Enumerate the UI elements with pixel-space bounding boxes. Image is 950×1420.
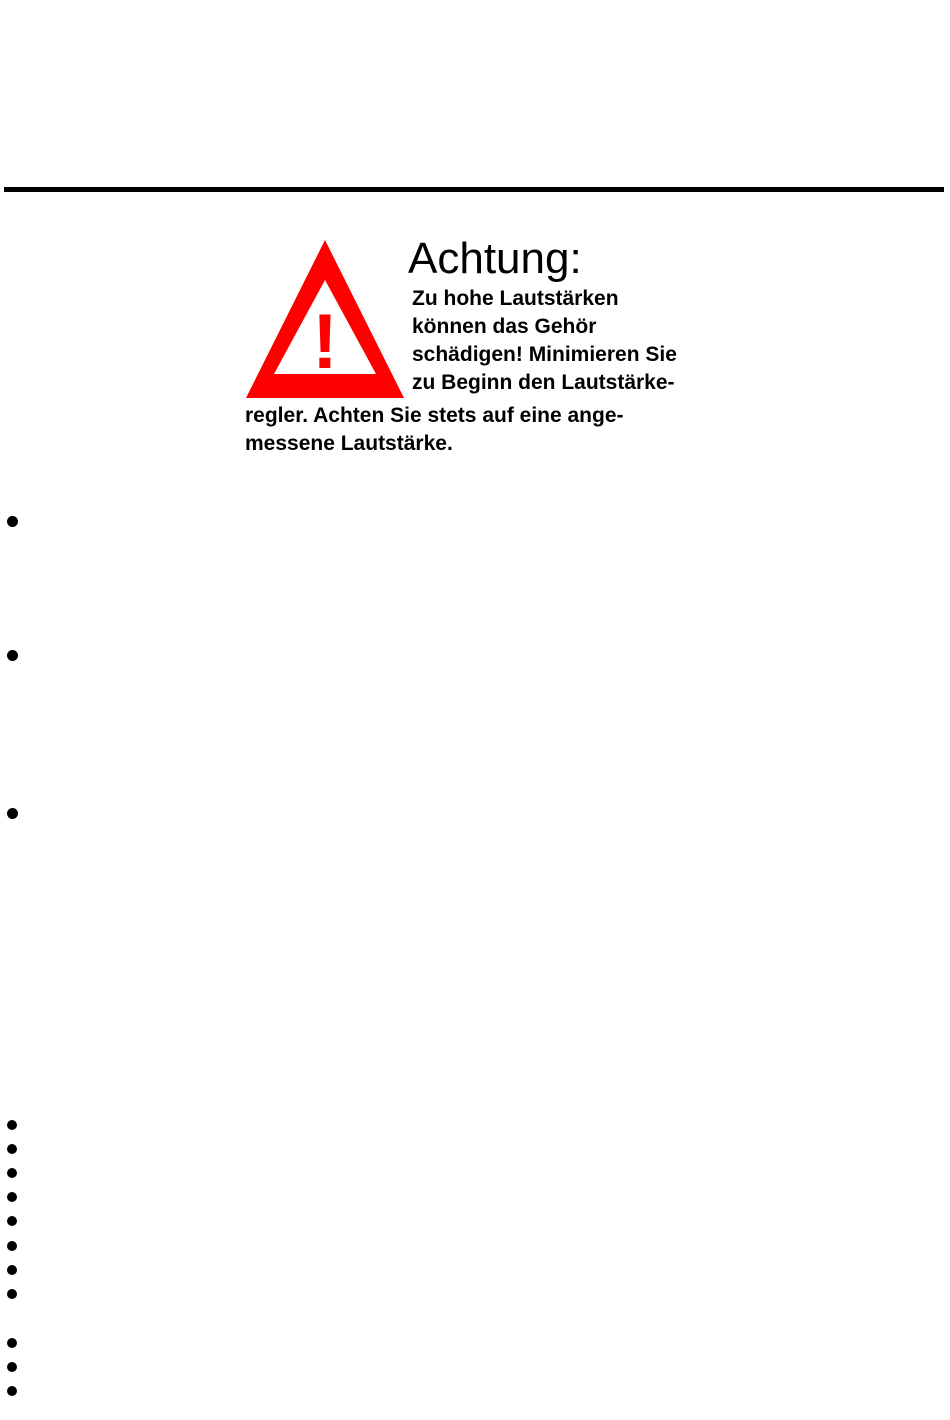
bullet-point: [7, 1289, 17, 1299]
warning-title: Achtung:: [408, 234, 582, 283]
bullet-point: [7, 1192, 17, 1202]
bullet-point: [7, 1168, 17, 1178]
bullet-point: [7, 808, 18, 819]
bullet-point: [7, 1362, 17, 1372]
bullet-point: [7, 1120, 17, 1130]
horizontal-rule: [4, 187, 944, 192]
warning-text-line: können das Gehör: [412, 315, 597, 338]
warning-text-line: Zu hohe Lautstärken: [412, 287, 619, 310]
bullet-point: [7, 1144, 17, 1154]
bullet-point: [7, 516, 18, 527]
bullet-point: [7, 1241, 17, 1251]
bullet-point: [7, 1216, 17, 1226]
bullet-point: [7, 1265, 17, 1275]
bullet-point: [7, 1386, 17, 1396]
bullet-point: [7, 650, 18, 661]
warning-text-line: messene Lautstärke.: [245, 432, 453, 455]
warning-text-line: schädigen! Minimieren Sie: [412, 343, 677, 366]
bullet-point: [7, 1338, 17, 1348]
warning-text-line: zu Beginn den Lautstärke-: [412, 371, 675, 394]
warning-triangle-icon: [244, 238, 406, 400]
warning-text-line: regler. Achten Sie stets auf eine ange-: [245, 404, 624, 427]
svg-text:!: !: [312, 297, 338, 385]
